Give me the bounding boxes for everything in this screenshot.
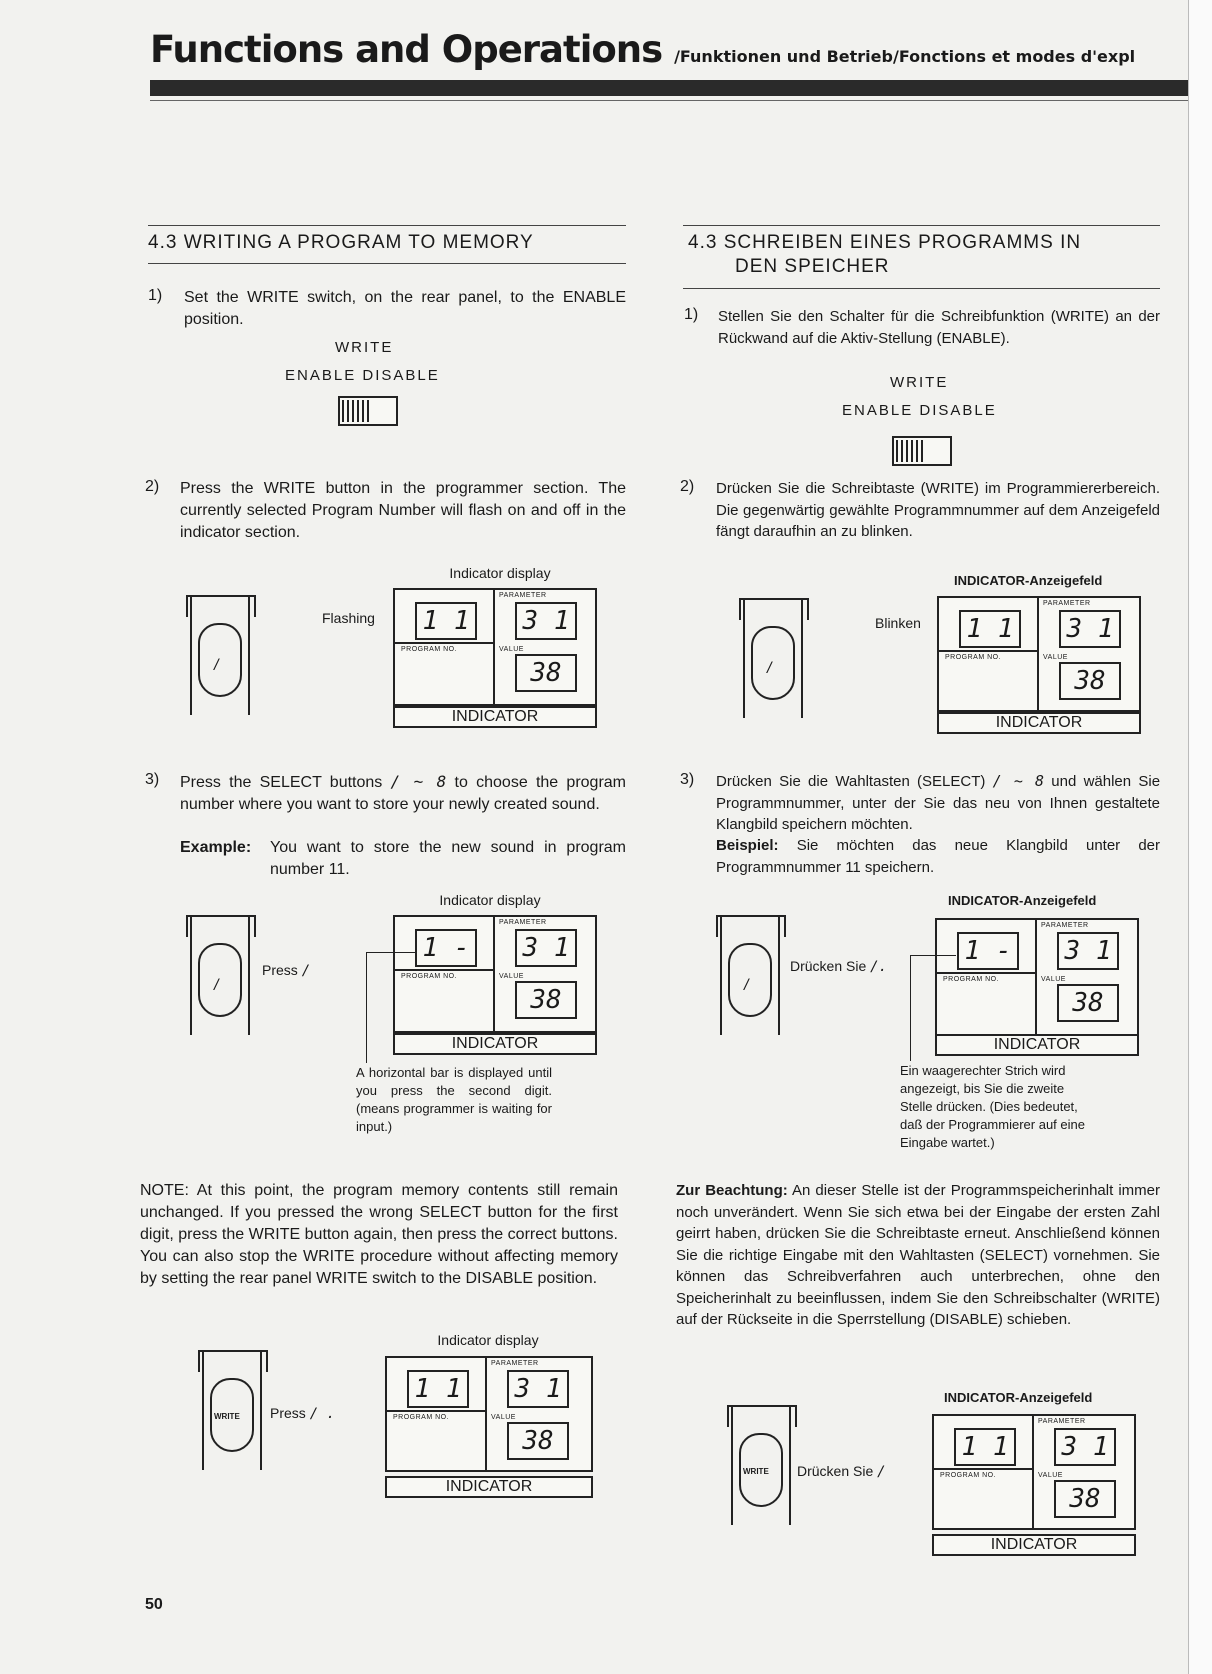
de-display-title: INDICATOR-Anzeigefeld <box>954 573 1103 588</box>
de-step2-number: 2) <box>680 478 695 495</box>
de-blink-label: Blinken <box>875 615 921 631</box>
value-display: 38 <box>515 654 577 692</box>
en-indicator-panel-2 <box>393 915 597 1033</box>
parameter-display: 3 1 <box>1059 610 1121 648</box>
de-callout-leader <box>910 955 956 1061</box>
panel-program-no-label: PROGRAM NO. <box>401 646 458 653</box>
switch-knob <box>342 400 370 422</box>
value-display: 38 <box>1054 1480 1116 1518</box>
parameter-display: 3 1 <box>507 1370 569 1408</box>
en-write-switch <box>338 396 398 426</box>
finger-nail <box>751 626 795 700</box>
value-display: 38 <box>507 1422 569 1460</box>
panel-value-label: VALUE <box>499 646 524 653</box>
en-display-title: Indicator display <box>449 565 551 581</box>
switch-knob <box>896 440 924 462</box>
program-number-display: 1 - <box>957 932 1019 970</box>
parameter-display: 3 1 <box>515 929 577 967</box>
en-bar-note: A horizontal bar is displayed until you press the second digit. (means programmer is waiting for input.) <box>356 1065 552 1134</box>
de-press-text-2: Drücken Sie <box>797 1463 874 1479</box>
button-cap <box>198 1350 268 1372</box>
panel-parameter-label: PARAMETER <box>1041 922 1089 929</box>
panel-program-no-label: PROGRAM NO. <box>393 1414 450 1421</box>
panel-value-label: VALUE <box>1043 654 1068 661</box>
de-finger-illustration-1 <box>743 598 803 718</box>
button-cap <box>716 915 786 937</box>
program-number-display: 1 1 <box>954 1428 1016 1466</box>
de-display-title-2: INDICATOR-Anzeigefeld <box>948 893 1097 908</box>
program-number-display: 1 1 <box>415 602 477 640</box>
panel-program-no-label: PROGRAM NO. <box>401 973 458 980</box>
panel-program-no-label: PROGRAM NO. <box>943 976 1000 983</box>
program-number-display: 1 1 <box>407 1370 469 1408</box>
panel-divider <box>1037 598 1039 710</box>
en-note <box>140 1180 618 1290</box>
de-switch-labels: ENABLE DISABLE <box>842 402 997 419</box>
de-display-title-3: INDICATOR-Anzeigefeld <box>944 1390 1093 1405</box>
en-press-label-2 <box>270 1405 335 1422</box>
section-rule-top <box>148 225 626 226</box>
de-press-glyph-2: / <box>877 1464 886 1480</box>
de-press-label-2 <box>797 1463 886 1480</box>
de-note-label: Zur Beachtung: <box>676 1182 788 1199</box>
de-step1-number: 1) <box>684 306 699 323</box>
en-step1-text: Set the WRITE switch, on the rear panel, to the ENABLE position. <box>184 289 626 328</box>
en-write-key-label: WRITE <box>214 1412 240 1421</box>
header-bar <box>150 80 1188 96</box>
en-indicator-bar-2: INDICATOR <box>393 1033 597 1055</box>
en-finger-illustration-2 <box>190 915 250 1035</box>
en-press-glyph-2: / . <box>309 1406 335 1422</box>
panel-parameter-label: PARAMETER <box>499 919 547 926</box>
header-rule <box>150 100 1188 101</box>
en-switch-labels: ENABLE DISABLE <box>285 367 440 384</box>
finger-nail <box>198 943 242 1017</box>
panel-program-no-label: PROGRAM NO. <box>945 654 1002 661</box>
de-section-title-line1: 4.3 SCHREIBEN EINES PROGRAMMS IN <box>688 232 1082 253</box>
panel-divider <box>387 1410 485 1412</box>
de-indicator-panel-1 <box>937 596 1141 712</box>
de-finger-illustration-2 <box>720 915 780 1035</box>
de-note-text: An dieser Stelle ist der Programmspeicherinhalt immer noch unverändert. Wenn Sie sich etwa bei der Eingabe der ersten Zahl geirrt haben, drücken Sie die Schreibtaste erneut. Anschließend können Sie die richtige Eingabe mit den Wahltasten (SELECT) vornehmen. Sie können das Schreibverfahren auch unterbrechen, ohne den Speicherinhalt zu beeinflussen, indem Sie den Schreibschalter (WRITE) auf der Rückseite in die Sperrstellung (DISABLE) schieben. <box>676 1182 1160 1328</box>
en-step2-number: 2) <box>145 478 160 495</box>
de-switch-title: WRITE <box>890 374 949 391</box>
en-step3-number: 3) <box>145 771 160 788</box>
panel-divider <box>493 590 495 704</box>
de-indicator-panel-2 <box>935 918 1139 1036</box>
button-cap <box>739 598 809 620</box>
de-step1-text: Stellen Sie den Schalter für die Schreibfunktion (WRITE) an der Rückwand auf die Aktiv-Stellung (ENABLE). <box>718 308 1160 347</box>
panel-divider <box>493 917 495 1031</box>
finger-nail <box>198 623 242 697</box>
de-example-text: Sie möchten das neue Klangbild unter der Programmnummer 11 speichern. <box>716 837 1161 876</box>
section-rule-top <box>683 225 1160 226</box>
finger-mark: / <box>767 660 772 677</box>
de-step3-post: und wählen Sie Programmnummer, unter der Sie das neu von Ihnen gestaltete Klangbild speichern möchten. <box>716 773 1161 833</box>
en-example-text: You want to store the new sound in program number 11. <box>270 839 626 878</box>
panel-program-no-label: PROGRAM NO. <box>940 1472 997 1479</box>
en-note-label: NOTE: <box>140 1182 189 1199</box>
panel-divider <box>1035 920 1037 1034</box>
de-press-glyph: /. <box>870 959 888 975</box>
finger-mark: / <box>214 657 219 674</box>
de-press-label <box>790 958 887 975</box>
program-number-display: 1 - <box>415 929 477 967</box>
en-section-title: 4.3 WRITING A PROGRAM TO MEMORY <box>148 232 534 253</box>
value-display: 38 <box>1059 662 1121 700</box>
de-example <box>716 835 1160 878</box>
parameter-display: 3 1 <box>1057 932 1119 970</box>
page-header <box>150 28 1135 71</box>
en-write-finger-illustration <box>202 1350 262 1470</box>
en-step3-post: to choose the program number where you want to store your newly created sound. <box>180 774 627 813</box>
panel-divider <box>395 642 493 644</box>
panel-divider <box>1032 1416 1034 1528</box>
panel-parameter-label: PARAMETER <box>491 1360 539 1367</box>
en-press-text-2: Press <box>270 1405 306 1421</box>
de-note <box>676 1180 1160 1331</box>
en-example-label: Example: <box>180 839 252 856</box>
panel-divider <box>934 1468 1032 1470</box>
en-callout-leader <box>366 952 415 1063</box>
en-switch-title: WRITE <box>335 339 394 356</box>
panel-parameter-label: PARAMETER <box>1043 600 1091 607</box>
page-number: 50 <box>145 1596 163 1613</box>
de-press-text: Drücken Sie <box>790 958 867 974</box>
en-step3-pre: Press the SELECT buttons <box>180 774 383 791</box>
de-select-range-glyph: / ~ 8 <box>992 772 1045 790</box>
de-section-title-line2: DEN SPEICHER <box>735 256 890 277</box>
panel-value-label: VALUE <box>499 973 524 980</box>
finger-nail <box>728 943 772 1017</box>
panel-value-label: VALUE <box>1041 976 1066 983</box>
en-flashing-label: Flashing <box>322 610 375 626</box>
en-display-title-2: Indicator display <box>439 892 541 908</box>
en-press-label <box>262 962 310 979</box>
value-display: 38 <box>1057 984 1119 1022</box>
panel-divider <box>939 650 1037 652</box>
de-step3-pre: Drücken Sie die Wahltasten (SELECT) <box>716 773 986 790</box>
en-press-glyph: / <box>301 963 311 979</box>
de-indicator-bar-2: INDICATOR <box>935 1034 1139 1056</box>
header-subtitle: /Funktionen und Betrieb/Fonctions et modes d'expl <box>674 47 1136 66</box>
button-cap <box>727 1405 797 1427</box>
en-step1-number: 1) <box>148 287 163 304</box>
en-select-range-glyph: / ~ 8 <box>390 772 447 791</box>
header-title: Functions and Operations <box>150 28 663 71</box>
de-indicator-bar-1: INDICATOR <box>937 712 1141 734</box>
section-rule-bottom <box>683 288 1160 289</box>
de-step3-text <box>716 771 1160 836</box>
panel-value-label: VALUE <box>1038 1472 1063 1479</box>
parameter-display: 3 1 <box>1054 1428 1116 1466</box>
de-indicator-bar-3: INDICATOR <box>932 1534 1136 1556</box>
panel-divider <box>485 1358 487 1470</box>
en-press-text: Press <box>262 962 298 978</box>
de-step2-text: Drücken Sie die Schreibtaste (WRITE) im Programmiererbereich. Die gegenwärtig gewählte Programmnummer auf dem Anzeigefeld fängt daraufhin an zu blinken. <box>716 480 1160 540</box>
de-write-switch <box>892 436 952 466</box>
en-indicator-bar-3: INDICATOR <box>385 1476 593 1498</box>
section-rule-bottom <box>148 263 626 264</box>
de-write-finger-illustration <box>731 1405 791 1525</box>
page-edge <box>1188 0 1212 1674</box>
de-example-label: Beispiel: <box>716 837 779 854</box>
finger-mark: / <box>214 977 219 994</box>
de-indicator-panel-3 <box>932 1414 1136 1530</box>
en-indicator-panel-3 <box>385 1356 593 1472</box>
en-note-text: At this point, the program memory contents still remain unchanged. If you pressed the wrong SELECT button for the first digit, press the WRITE button again, then press the correct buttons. You can also stop the WRITE procedure without affecting memory by setting the rear panel WRITE switch to the DISABLE position. <box>140 1182 619 1287</box>
panel-parameter-label: PARAMETER <box>1038 1418 1086 1425</box>
panel-value-label: VALUE <box>491 1414 516 1421</box>
finger-mark: / <box>744 977 749 994</box>
en-step3-text <box>180 771 626 816</box>
en-finger-illustration-1 <box>190 595 250 715</box>
button-cap <box>186 595 256 617</box>
en-step2-text: Press the WRITE button in the programmer section. The currently selected Program Number will flash on and off in the indicator section. <box>180 480 626 541</box>
program-number-display: 1 1 <box>959 610 1021 648</box>
en-display-title-3: Indicator display <box>437 1332 539 1348</box>
de-bar-note: Ein waagerechter Strich wird angezeigt, bis Sie die zweite Stelle drücken. (Dies bedeutet, daß der Programmierer auf eine Eingabe wartet.) <box>900 1063 1085 1150</box>
panel-parameter-label: PARAMETER <box>499 592 547 599</box>
parameter-display: 3 1 <box>515 602 577 640</box>
en-indicator-panel-1 <box>393 588 597 706</box>
de-step3-number: 3) <box>680 771 695 788</box>
value-display: 38 <box>515 981 577 1019</box>
en-indicator-bar-1: INDICATOR <box>393 706 597 728</box>
button-cap <box>186 915 256 937</box>
de-write-key-label: WRITE <box>743 1467 769 1476</box>
